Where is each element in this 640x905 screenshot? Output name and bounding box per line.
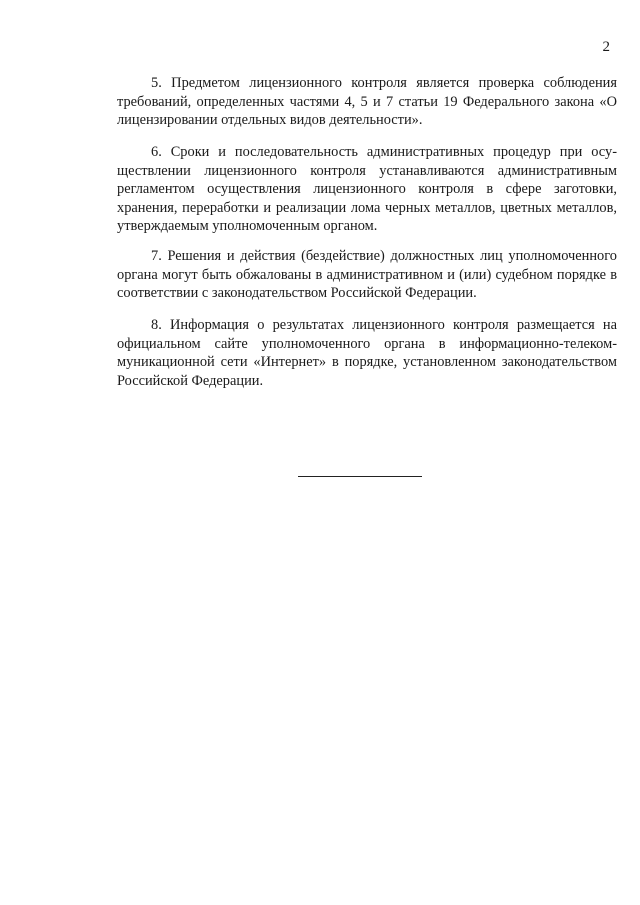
- page-number: 2: [602, 39, 610, 55]
- paragraph-6: 6. Сроки и последовательность административных процедур при осуществлении лицензионного контроля устанавливаются административным регламентом осуществления лицензионного контроля в сфере заготовки, хранения, переработки и реализации лома черных металлов, цветных металлов, утверждаемым уполномоченным органом.: [117, 144, 617, 234]
- paragraph-7: 7. Решения и действия (бездействие) должностных лиц уполномоченного органа могут быть обжалованы в административном и (или) судебном порядке в соответствии с законодательством Российской Федерации.: [117, 248, 617, 301]
- end-of-document-rule: [298, 476, 422, 477]
- paragraph-8: 8. Информация о результатах лицензионного контроля размещается на официальном сайте уполномоченного органа в информационно-телекоммуникационной сети «Интернет» в порядке, установленном законодательством Российской Федерации.: [117, 317, 617, 389]
- paragraph-5: 5. Предметом лицензионного контроля является проверка соблюдения требований, определенных частями 4, 5 и 7 статьи 19 Федерального закона «О лицензировании отдельных видов деятельности».: [117, 75, 617, 128]
